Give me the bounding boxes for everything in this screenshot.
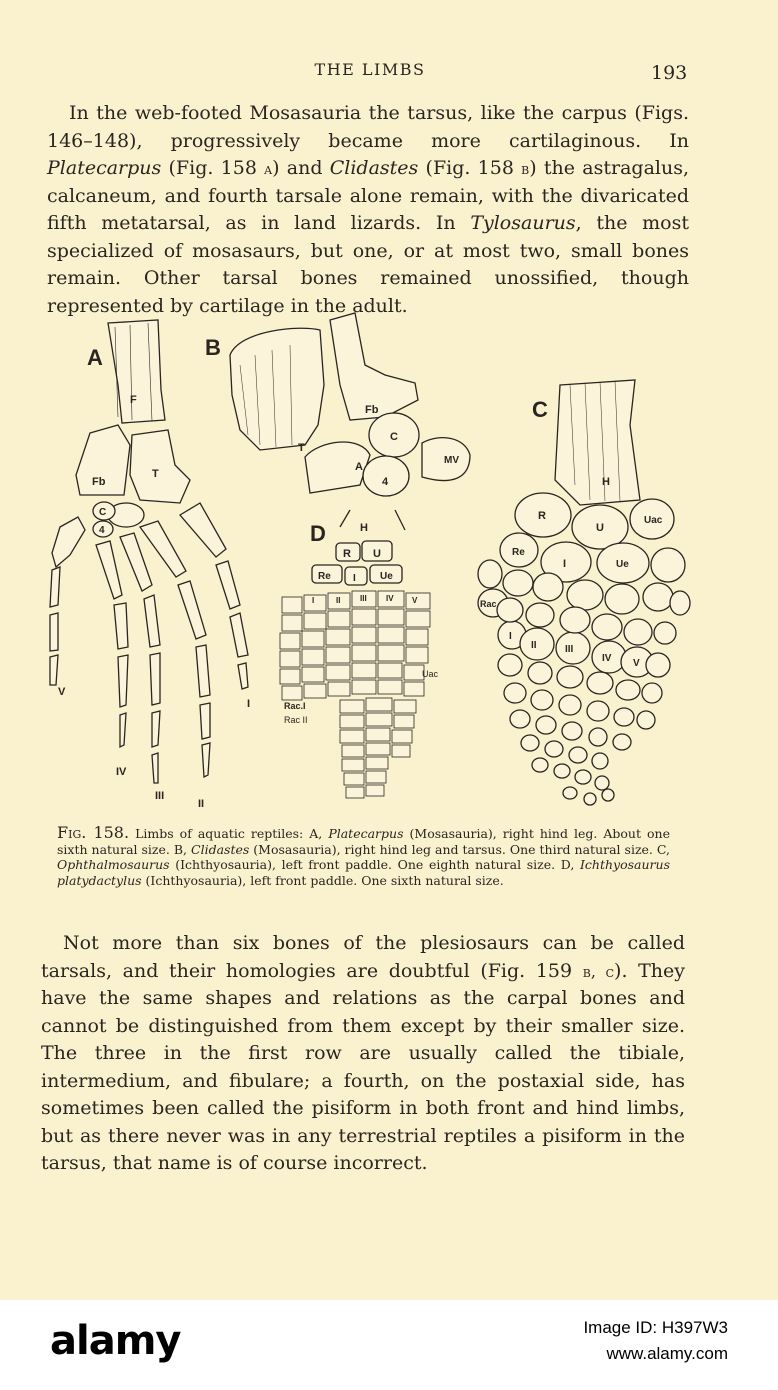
label-d-digit-3: III	[360, 594, 367, 603]
label-d-i: I	[353, 573, 356, 584]
paragraph-tarsus-mosasauria: In the web-footed Mosasauria the tarsus, like the carpus (Figs. 146–148), progressively became more cartilaginous. In Platecarpus (Fig. 158 a) and Clidastes (Fig. 158 b) the astragalus, calcaneum, and fourth tarsale alone remain, with the divaricated fifth metatarsal, as in land lizards. In Tylosaurus, the most specialized of mosasaurs, but one, or at most two, small bones remain. Other tarsal bones remained unossified, though represented by cartilage in the adult.	[47, 102, 690, 317]
figure-158-limbs	[40, 305, 700, 820]
label-d: D	[310, 521, 326, 546]
label-d-re: Re	[318, 571, 331, 582]
label-b-a: A	[355, 461, 363, 473]
label-d-ue: Ue	[380, 571, 393, 582]
label-a-c: C	[99, 507, 107, 518]
label-d-rac-2: Rac II	[284, 715, 308, 725]
label-b-4: 4	[382, 476, 389, 488]
figure-c-ophthalmosaurus-paddle	[478, 380, 690, 805]
label-d-digit-4: IV	[386, 594, 394, 603]
label-c-rac: Rac	[480, 599, 497, 609]
label-b: B	[205, 335, 221, 360]
figure-d-ichthyosaurus-paddle	[280, 510, 430, 798]
label-a-t: T	[152, 468, 159, 480]
label-c-digit-1: I	[509, 631, 512, 642]
label-d-digit-2: II	[336, 596, 341, 605]
label-c-digit-3: III	[565, 644, 574, 655]
label-a: A	[87, 345, 103, 370]
label-c-h: H	[602, 476, 610, 488]
label-digit-v: V	[58, 686, 66, 698]
label-d-r: R	[343, 548, 351, 560]
label-digit-ii: II	[198, 798, 205, 810]
label-a-fb: Fb	[92, 476, 106, 488]
running-header: THE LIMBS	[314, 60, 426, 79]
label-c-digit-5: V	[633, 658, 640, 669]
label-b-fb: Fb	[365, 404, 379, 416]
label-digit-i: I	[247, 698, 251, 710]
image-id-label: Image ID: H397W3	[583, 1318, 728, 1337]
figure-b-clidastes-leg	[230, 313, 470, 496]
paragraph-plesiosaur-tarsals: Not more than six bones of the plesiosaurs can be called tarsals, and their homologies are doubtful (Fig. 159 b, c). They have the same shapes and relations as the carpal bones and cannot be distinguished from them except by their smaller size. The three in the first row are usually called the tibiale, intermedium, and fibulare; a fourth, on the postaxial side, has sometimes been called the pisiform in both front and hind limbs, but as there never was in any terrestrial reptiles a pisiform in the tarsus, that name is of course incorrect.	[41, 932, 686, 1174]
label-c-r: R	[538, 510, 546, 522]
label-digit-iii: III	[155, 790, 165, 802]
label-c-u: U	[596, 522, 604, 534]
site-url: www.alamy.com	[606, 1344, 728, 1363]
figure-caption: Fig. 158. Limbs of aquatic reptiles: A, Platecarpus (Mosasauria), right hind leg. About one sixth natural size. B, Clidastes (Mosasauria), right hind leg and tarsus. One third natural size. C, Ophthalmosaurus (Ichthyosauria), left front paddle. One eighth natural size. D, Ichthyosaurus platydactylus (Ichthyosauria), left front paddle. One sixth natural size.	[57, 823, 670, 888]
label-c-ue: Ue	[616, 559, 629, 570]
label-d-digit-1: I	[312, 596, 315, 605]
label-c-digit-4: IV	[602, 653, 612, 664]
label-digit-iv: IV	[116, 766, 127, 778]
label-c-i: I	[563, 558, 567, 570]
label-a-4: 4	[99, 525, 105, 536]
label-d-rac-1: Rac.I	[284, 701, 306, 711]
page-number: 193	[651, 62, 688, 84]
label-c: C	[532, 397, 548, 422]
label-d-digit-5: V	[412, 596, 418, 605]
label-c-uac: Uac	[644, 515, 663, 526]
label-b-t: T	[298, 442, 305, 454]
label-d-uac: Uac	[422, 669, 439, 679]
label-c-digit-2: II	[531, 640, 537, 651]
label-d-h: H	[360, 522, 368, 534]
label-b-mv: MV	[444, 455, 459, 466]
label-b-c: C	[390, 431, 398, 443]
label-a-f: F	[130, 394, 137, 406]
figure-a-platecarpus-leg	[50, 320, 251, 783]
alamy-logo: alamy	[50, 1318, 181, 1364]
label-c-re: Re	[512, 547, 525, 558]
label-d-u: U	[373, 548, 381, 560]
